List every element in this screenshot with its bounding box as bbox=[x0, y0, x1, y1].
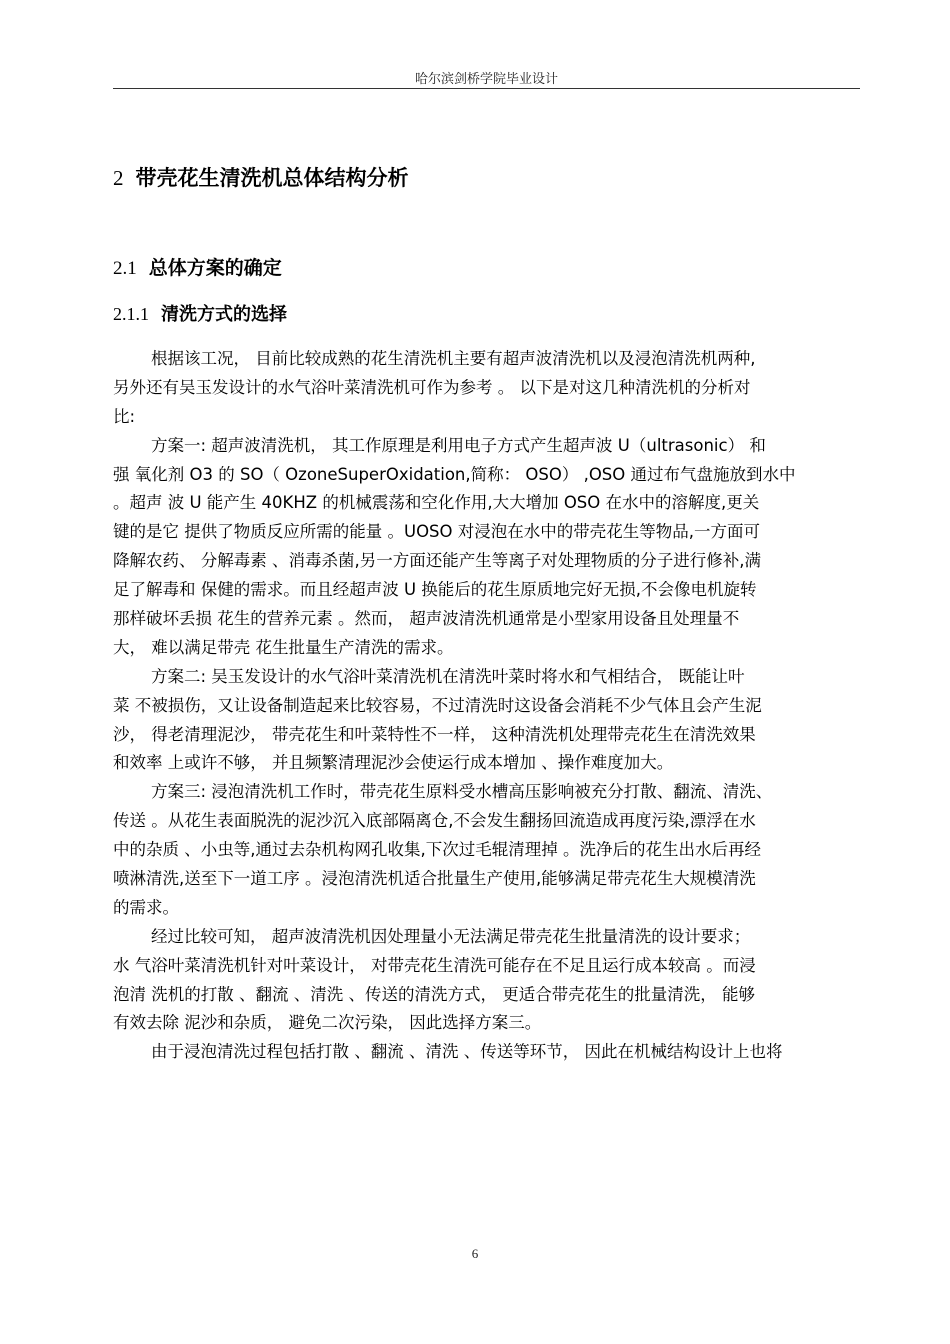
chapter-number: 2 bbox=[113, 166, 124, 190]
body-line: 沙， 得老清理泥沙， 带壳花生和叶菜特性不一样， 这种清洗机处理带壳花生在清洗效果 bbox=[113, 724, 756, 744]
body-line: 根据该工况， 目前比较成熟的花生清洗机主要有超声波清洗机以及浸泡清洗机两种, bbox=[151, 349, 756, 368]
body-line: 足了解毒和 保健的需求。而且经超声波 U 换能后的花生原质地完好无损,不会像电机旋转 bbox=[113, 580, 757, 600]
body-line: 另外还有吴玉发设计的水气浴叶菜清洗机可作为参考 。 以下是对这几种清洗机的分析对 bbox=[113, 377, 751, 397]
subsection-title: 清洗方式的选择 bbox=[161, 304, 287, 325]
body-line: 有效去除 泥沙和杂质， 避免二次污染， 因此选择方案三。 bbox=[113, 1013, 542, 1033]
section-number: 2.1 bbox=[113, 258, 137, 279]
body-line: 那样破坏丢损 花生的营养元素 。然而， 超声波清洗机通常是小型家用设备且处理量不 bbox=[113, 609, 740, 629]
page-number: 6 bbox=[471, 1246, 479, 1261]
body-line: 降解农药、 分解毒素 、消毒杀菌,另一方面还能产生等离子对处理物质的分子进行修补,满 bbox=[113, 551, 761, 571]
body-line: 经过比较可知， 超声波清洗机因处理量小无法满足带壳花生批量清洗的设计要求； bbox=[151, 926, 751, 946]
chapter-heading bbox=[113, 162, 409, 192]
body-line: 强 氧化剂 O3 的 SO（ OzoneSuperOxidation,简称： OSO） ,OSO 通过布气盘施放到水中 bbox=[113, 464, 796, 484]
body-line: 键的是它 提供了物质反应所需的能量 。UOSO 对浸泡在水中的带壳花生等物品,一方面可 bbox=[113, 522, 761, 542]
body-line: 传送 。从花生表面脱洗的泥沙沉入底部隔离仓,不会发生翻扬回流造成再度污染,漂浮在水 bbox=[113, 811, 756, 831]
body-line: 由于浸泡清洗过程包括打散 、翻流 、清洗 、传送等环节， 因此在机械结构设计上也将 bbox=[151, 1042, 783, 1062]
body-text bbox=[113, 345, 873, 1067]
body-line: 。超声 波 U 能产生 40KHZ 的机械震荡和空化作用,大大增加 OSO 在水中的溶解度,更关 bbox=[113, 493, 760, 513]
body-line: 的需求。 bbox=[113, 897, 179, 917]
body-line: 方案一: 超声波清洗机， 其工作原理是利用电子方式产生超声波 U（ultrasonic） 和 bbox=[151, 435, 766, 455]
running-header: 哈尔滨剑桥学院毕业设计 bbox=[414, 72, 558, 87]
body-line: 方案二: 吴玉发设计的水气浴叶菜清洗机在清洗叶菜时将水和气相结合， 既能让叶 bbox=[151, 666, 745, 686]
body-line: 喷淋清洗,送至下一道工序 。浸泡清洗机适合批量生产使用,能够满足带壳花生大规模清洗 bbox=[113, 869, 756, 889]
subsection-number: 2.1.1 bbox=[113, 304, 149, 324]
body-line: 比: bbox=[113, 406, 136, 426]
body-line: 和效率 上或许不够， 并且频繁清理泥沙会使运行成本增加 、操作难度加大。 bbox=[113, 753, 674, 773]
body-line: 菜 不被损伤，又让设备制造起来比较容易，不过清洗时这设备会消耗不少气体且会产生泥 bbox=[113, 695, 762, 715]
header-divider bbox=[113, 88, 860, 89]
body-line: 方案三: 浸泡清洗机工作时，带壳花生原料受水槽高压影响被充分打散、翻流、清洗、 bbox=[151, 782, 773, 802]
section-heading bbox=[113, 253, 282, 280]
subsection-heading bbox=[113, 300, 287, 326]
body-line: 大， 难以满足带壳 花生批量生产清洗的需求。 bbox=[113, 637, 454, 657]
section-title: 总体方案的确定 bbox=[148, 257, 282, 279]
body-line: 泡清 洗机的打散 、翻流 、清洗 、传送的清洗方式， 更适合带壳花生的批量清洗， 能够 bbox=[113, 984, 755, 1004]
chapter-title: 带壳花生清洗机总体结构分析 bbox=[135, 166, 409, 190]
body-line: 中的杂质 、小虫等,通过去杂机构网孔收集,下次过毛辊清理掉 。洗净后的花生出水后再经 bbox=[113, 840, 761, 860]
body-line: 水 气浴叶菜清洗机针对叶菜设计， 对带壳花生清洗可能存在不足且运行成本较高 。而浸 bbox=[113, 955, 756, 975]
